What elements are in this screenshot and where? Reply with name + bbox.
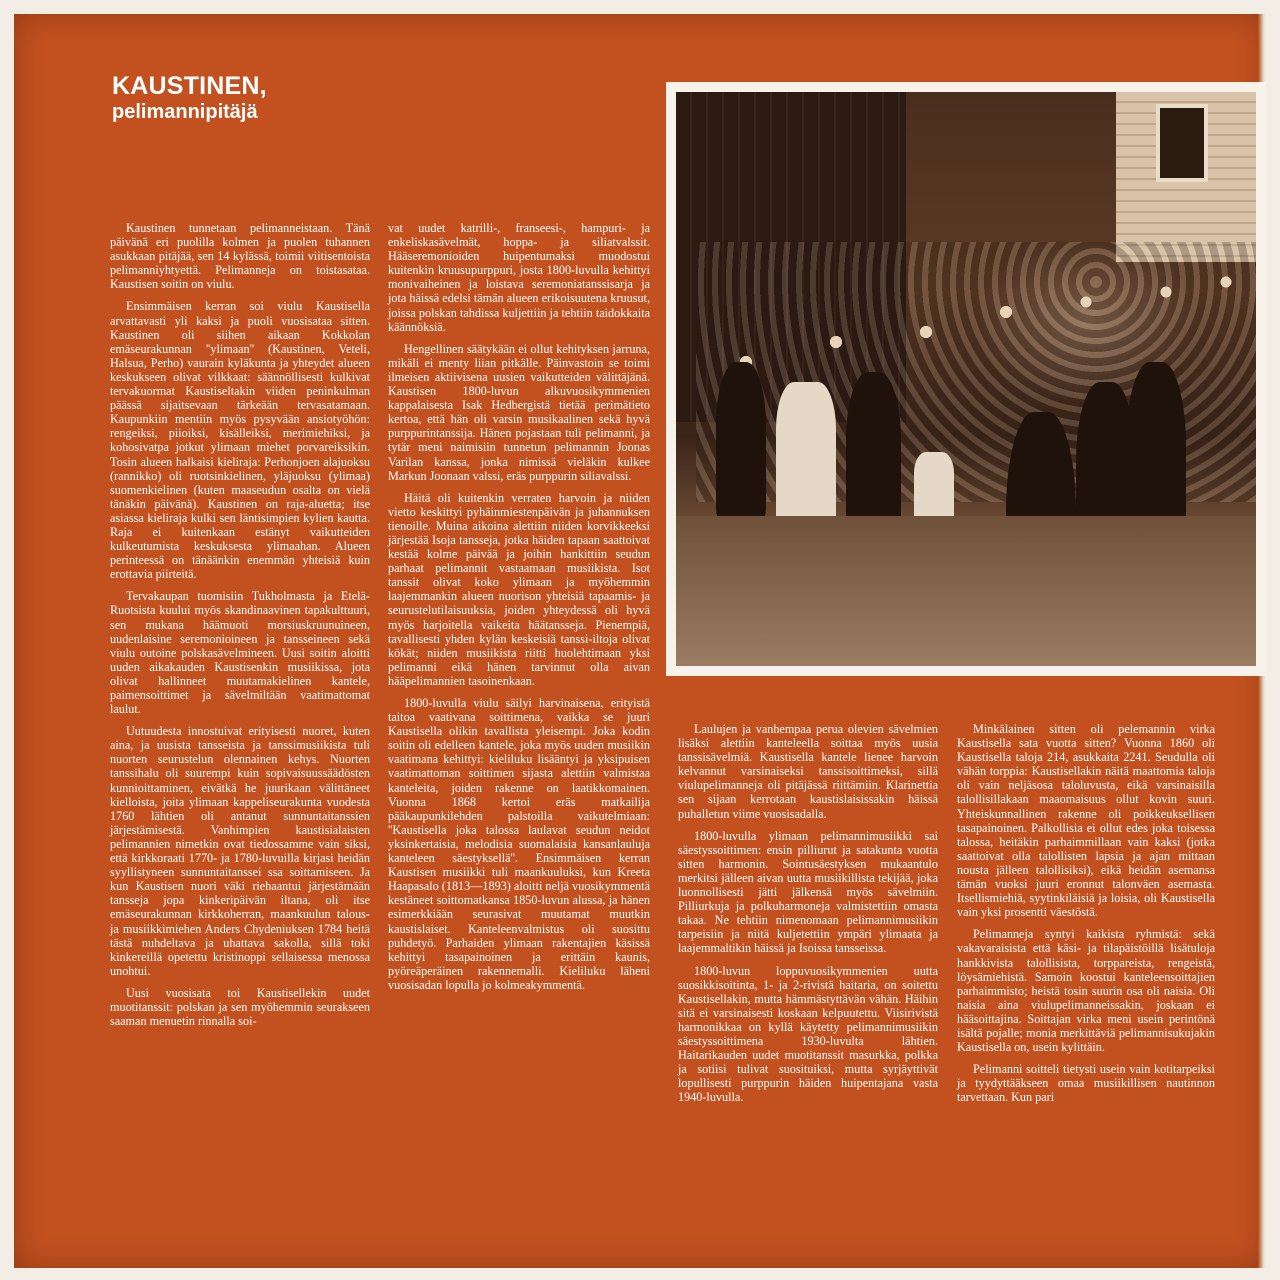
paragraph: Uutuudesta innostuivat erityisesti nuoret, kuten aina, ja uusista tansseista ja tanssimusiikista tuli nuorten seurustelun olennainen kehys. Nuorten tanssihalu oli suurempi kuin sopivaisuussäädösten kunnioittaminen, eivätkä he juurikaan välittäneet kielloista, joita ylimaan kappeliseurakunta vuodesta 1760 lähtien oli antanut sunnuntaitanssien järjestämisestä. Vanhimpien kaustisialaisten pelimannien nimetkin ovat tiedossamme vain siksi, että kirkkoraati 1770- ja 1780-luvuilla kirjasi heidän syyllistyneen sunnuntaitanssei ssa soittamiseen. Ja kun Kaustisen nuori väki riehaantui järjestämään tansseja jopa kinkeripäivän iltana, oli itse emäseurakunnan kirkkoherran, maankuulun talous- ja musiikkimiehen Anders Chydeniuksen 1784 heitä tästä nuhdeltava ja uhattava sakolla, sillä toki kinkereillä opetettu kristinoppi sellaisessa menossa unohtui. xyxy=(110,724,370,978)
paragraph: Tervakaupan tuomisiin Tukholmasta ja Etelä-Ruotsista kuului myös skandinaavinen tapakulttuuri, sen mukana häämuoti morsiuskruunuineen, uudenlaisine seremonioineen ja tansseineen sekä viulu outoine polskasävelmineen. Uusi soitin aloitti uuden aikakauden Kaustisenkin musiikissa, jota olivat hallinneet muutamakielinen kantele, paimensoittimet ja sävelmiltään vaatimattomat laulut. xyxy=(110,589,370,717)
title-line-2: pelimannipitäjä xyxy=(112,100,258,123)
historical-photo-crowd-with-fiddlers xyxy=(676,92,1256,666)
paragraph: vat uudet katrilli-, franseesi-, hampuri- ja enkeliskasävelmät, hoppa- ja siliatvalssit. Hääseremonioiden huipentumaksi muodostui kuitenkin kruusupurppuri, josta 1800-luvulla kehittyi monivaiheinen ja loistava seremoniatanssisarja ja jota häissä edelsi tämän alueen erikoisuutena kruusut, joissa polskan tahdissa kuljettiin ja tehtiin taidokkaita käännöksiä. xyxy=(388,221,650,334)
paragraph: 1800-luvulla ylimaan pelimannimusiikki sai säestyssoittimen: ensin pilliurut ja satakunta vuotta sitten harmonin. Sointusäestyksen mukaantulo merkitsi jälleen aivan uutta musiikillista tekijää, joka luonnollisesti jätti jälkensä myös sävelmiin. Pilliurkuja ja polkuharmoneja valmistettiin omasta takaa. Ne tehtiin nimenomaan pelimannimusiikin tarpeisiin ja niitä kuljetettiin ympäri ylimaata ja laajemmaltikin häissä ja Isoissa tansseissa. xyxy=(678,828,938,956)
paragraph: Pelimanni soitteli tietysti usein vain kotitarpeiksi ja tyydyttääkseen omaa musiikillisen nautinnon tarvettaan. Kun pari xyxy=(957,1062,1215,1105)
title-line-1: KAUSTINEN, xyxy=(112,72,267,100)
paragraph: Hengellinen säätykään ei ollut kehityksen jarruna, mikäli ei menty liian pitkälle. Päinvastoin se toimi ilmeisen aktiivisena uusien vaikutteiden välittäjänä. Kaustisen 1800-luvun alkuvuosikymmenien kappalaisesta Isak Hedbergistä tietää perimätieto kertoa, että hän oli varsin musikaalinen sekä hyvä purppurintanssija. Hänen pojastaan tuli pelimanni, ja tytär meni naimisiin tunnetun pelimannin Joonas Varilan kanssa, jonka nimissä vieläkin kulkee Markun Joonaan valssi, eräs purppurin siliavalssi. xyxy=(388,341,650,483)
paragraph: Kaustinen tunnetaan pelimanneistaan. Tänä päivänä eri puolilla kolmen ja puolen tuhannen asukkaan pitäjää, sen 14 kylässä, toimii viitisentoista pelimanniyhtyettä. Pelimanneja on toistasataa. Kaustisen soitin on viulu. xyxy=(110,221,370,292)
photo-girl-dress xyxy=(914,452,954,522)
paragraph: 1800-luvun loppuvuosikymmenien uutta suosikkisoitinta, 1- ja 2-rivistä haitaria, on soitettu Kaustisellakin, mutta hämmästyttävän vähän. Häihin sitä ei varsinaisesti koskaan kelpuutettu. Viisirivistä harmonikkaa on kyllä käytetty pelimannimusiikin säestyssoittimena 1930-luvulta lähtien. Haitarikauden uudet muotitanssit masurkka, polkka ja sotiisi tulivat suosituiksi, mutta syrjäyttivät lopullisesti purppurin häiden huipentajana vasta 1940-luvulla. xyxy=(678,963,938,1105)
paragraph: Minkälainen sitten oli pelemannin virka Kaustisella sata vuotta sitten? Vuonna 1860 oli Kaustisella taloja 214, asukkaita 2241. Seudulla oli vähän torppia: Kaustisellakin näitä maattomia taloja oli vain neljäsosa taloluvusta, eikä varsinaisilla talollisillakaan maaomaisuus ollut kovin suuri. Yhteiskunnallinen rakenne oli poikkeuksellisen tasapainoinen. Palkollisia ei ollut edes joka toisessa talossa, heitäkin parhaimmillaan vain kaksi (jotka saattoivat olla talollisten lapsia ja ajan mittaan nousta jälleen talollisiksi), eikä heidän asemansa tämän vuoksi juuri eronnut talonväen asemasta. Itsellismiehiä, syytinkiläisiä ja loisia, oli Kaustisella vain yksi prosentti väestöstä. xyxy=(957,722,1215,920)
paragraph: Häitä oli kuitenkin verraten harvoin ja niiden vietto keskittyi pyhäinmiestenpäivän ja juhannuksen tienoille. Muina aikoina alettiin niiden korvikkeeksi järjestää Isoja tansseja, jotka häiden tapaan saattoivat kestää kolme päivää ja joihin hankittiin seudun parhaat pelimannit vastaamaan musiikista. Isot tanssit olivat koko ylimaan ja myöhemmin laajemmankin alueen nuorison yhteisiä tapaamis- ja seurustelutilaisuuksia, joiden yhteydessä oli hyvä myös harjoitella vaikeita häätansseja. Pienempiä, tavallisesti yhden kylän keskeisiä tanssi-iltoja olivat kökät; niiden musiikista riitti huolehtimaan yksi pelimanni eikä hänen tarvinnut olla aivan hääpelimannien tasoinenkaan. xyxy=(388,490,650,688)
text-column-4 xyxy=(957,722,1215,1112)
photo-person xyxy=(716,362,766,522)
text-column-2 xyxy=(388,221,650,1000)
paragraph: Uusi vuosisata toi Kaustisellekin uudet muotitanssit: polskan ja sen myöhemmin seurakseen saaman menuetin rinnalla soi- xyxy=(110,985,370,1029)
page-title xyxy=(112,72,267,124)
text-column-1 xyxy=(110,221,370,1036)
photo-ground xyxy=(676,516,1256,666)
paragraph: Ensimmäisen kerran soi viulu Kaustisella arvattavasti yli kaksi ja puoli vuosisataa sitten. Kaustinen oli siihen aikaan Kokkolan emäseurakunnan ''ylimaan'' (Kaustinen, Veteli, Halsua, Perho) vaurain kyläkunta ja yhteydet alueen keskukseen olivat vilkkaat: säännöllisesti kulkivat tervakuormat Kaustiseltakin viiden peninkulman päässä sijaitsevaan tärkeään tervasatamaan. Kaupunkiin mentiin myös pysyvään ansiotyöhön: rengeiksi, piioiksi, kisälleiksi, merimiehiksi, ja kohosivatpa jotkut ylimaan miehet porvareiksikin. Tosin alueen halkaisi kieliraja: Perhonjoen alajuoksu (rannikko) oli ruotsinkielinen, yläjuoksu (ylimaa) suomenkielinen (kuten maaseudun osalta on vielä tänäkin päivänä). Kaustinen on raja-aluetta; itse asiassa kieliraja kulki sen läntisimpien kylien kautta. Raja ei kuitenkaan estänyt vaikutteiden kulkeutumista keskuksesta ylimaahan. Alueen perinteessä on tänäänkin enemmän yhteisiä kuin erottavia piirteitä. xyxy=(110,299,370,582)
text-column-3 xyxy=(678,722,938,1112)
photo-frame xyxy=(666,82,1266,676)
paragraph: Pelimanneja syntyi kaikista ryhmistä: sekä vakavaraisista että käsi- ja tilapäistöillä lisätuloja hankkivista talollisista, torppareista, rengeistä, löysämiehistä. Samoin koostui kanteleensoittajien parhaimmisto; heistä tosin suurin osa oli naisia. Oli naisia aina viulupelimanneissakin, joskaan ei hääsoittajina. Soittajan virka meni usein perintönä isältä pojalle; monia merkittäviä pelimannisukujakin Kaustisella on, usein kylittäin. xyxy=(957,927,1215,1055)
paragraph: Laulujen ja vanhempaa perua olevien sävelmien lisäksi alettiin kanteleella soittaa myös uusia tanssisävelmiä. Kaustisella kantele lienee harvoin kelvannut varsinaiseksi tanssisoittimeksi, sillä viulupelimanneja oli pitäjässä riittämiin. Klarinettia sen sijaan kerrotaan kaustislaisissakin häissä puhalletun viime vuosisadalla. xyxy=(678,722,938,821)
paragraph: 1800-luvulla viulu säilyi harvinaisena, erityistä taitoa vaativana soittimena, vaikka se juuri Kaustisella olikin tavallista yleisempi. Joka kodin soitin oli edelleen kantele, joka myös uuden musiikin vaatimana kehittyi: kieliluku lisääntyi ja yksipuisen vaatimattoman soittimen sijasta alettiin valmistaa kanteleita, joiden rakenne on laatikkomainen. Vuonna 1868 kertoi eräs matkailija pääkaupunkilehden palstoilla vaikutelmiaan: ''Kaustisella joka talossa laulavat seudun neidot yksinkertaisia, melodisia suomalaisia kansanlauluja kanteleen säestyksellä''. Ensimmäisen kerran Kaustisen musiikki tuli maankuuluksi, kun Kreeta Haapasalo (1813—1893) aloitti neljä vuosikymmentä kestäneet soittomatkansa 1850-luvun alussa, ja hänen esimerkkiään seurasivat muutamat muutkin kaustislaiset. Kanteleenvalmistus oli suosittu puhdetyö. Parhaiden ylimaan rakentajien käsissä kehittyi tasapainoinen ja erittäin kaunis, pyöreäperäinen rakennemalli. Kieliluku läheni vuosisadan lopulla jo kolmeakymmentä. xyxy=(388,696,650,992)
photo-window xyxy=(1156,104,1208,182)
